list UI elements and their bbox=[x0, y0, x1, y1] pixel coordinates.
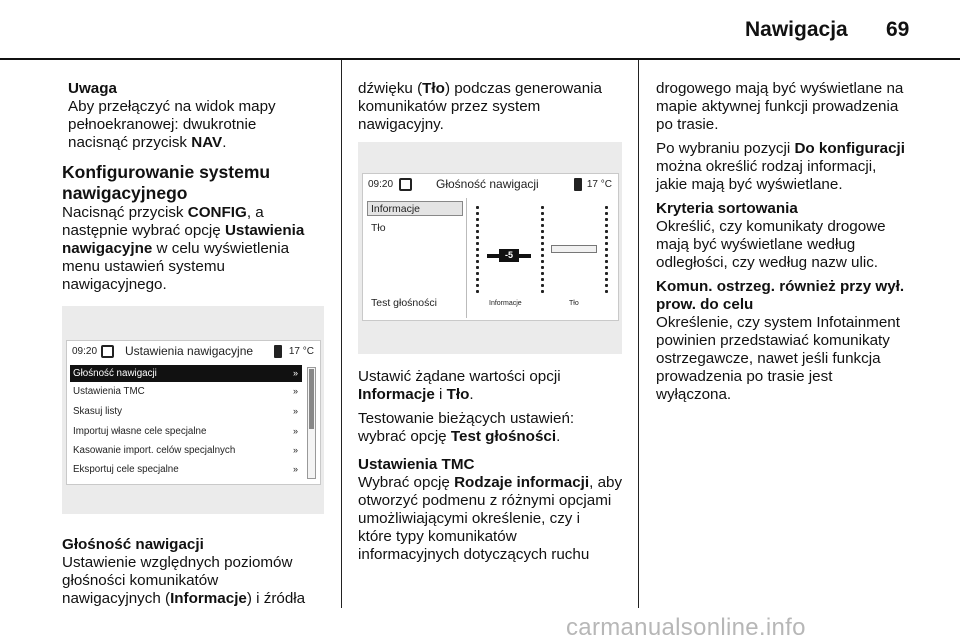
screen-status-bar bbox=[363, 174, 618, 196]
body-text: Nacisnąć przycisk CONFIG, a bbox=[62, 204, 264, 221]
body-text: powinien przedstawiać komunikaty bbox=[656, 332, 890, 349]
column-1-lower bbox=[62, 536, 332, 608]
body-text: wyłączona. bbox=[656, 386, 732, 403]
scrollbar[interactable] bbox=[307, 367, 316, 479]
menu-item-volume[interactable]: Głośność nawigacji » bbox=[70, 365, 302, 382]
phone-icon bbox=[274, 345, 282, 358]
sub-heading: Kryteria sortowania bbox=[656, 200, 798, 217]
clock: 09:20 bbox=[72, 346, 98, 357]
body-text: nawigacyjne w celu wyświetlenia bbox=[62, 240, 290, 257]
column-1 bbox=[62, 80, 332, 294]
volume-slider-handle[interactable]: -5 bbox=[499, 249, 519, 262]
settings-screen bbox=[66, 340, 321, 485]
temperature: 17 °C bbox=[288, 346, 314, 357]
body-text: jakie mają być wyświetlane. bbox=[656, 176, 843, 193]
screenshot-frame bbox=[358, 142, 622, 354]
column-divider bbox=[638, 60, 639, 608]
screen-title: Ustawienia nawigacyjne bbox=[125, 344, 254, 358]
chevron-right-icon: » bbox=[292, 368, 298, 378]
body-text: głośności komunikatów bbox=[62, 572, 219, 589]
section-heading: Konfigurowanie systemu bbox=[62, 162, 271, 182]
sub-heading: prow. do celu bbox=[656, 296, 754, 313]
note-line: pełnoekranowej: dwukrotnie bbox=[68, 116, 257, 133]
menu-item-export-poi[interactable]: Eksportuj cele specjalne » bbox=[70, 461, 302, 478]
body-text: Ustawić żądane wartości opcji bbox=[358, 368, 561, 385]
column-3 bbox=[656, 80, 946, 404]
sub-heading: Komun. ostrzeg. również przy wył. bbox=[656, 278, 905, 295]
body-text: nawigacyjnych (Informacje) i źródła bbox=[62, 590, 306, 607]
menu-item-tmc[interactable]: Ustawienia TMC » bbox=[70, 383, 302, 400]
body-text: Po wybraniu pozycji Do konfiguracji bbox=[656, 140, 905, 157]
chevron-right-icon: » bbox=[292, 426, 298, 436]
chevron-right-icon: » bbox=[292, 406, 298, 416]
body-text: Testowanie bieżących ustawień: bbox=[358, 410, 575, 427]
body-text: Określenie, czy system Infotainment bbox=[656, 314, 900, 331]
body-text: drogowego mają być wyświetlane na bbox=[656, 80, 904, 97]
body-text: mapie aktywnej funkcji prowadzenia bbox=[656, 98, 899, 115]
body-text: nawigacyjnego. bbox=[62, 276, 167, 293]
chevron-right-icon: » bbox=[292, 386, 298, 396]
page-number: 69 bbox=[886, 18, 910, 41]
column-2-lower bbox=[358, 368, 630, 564]
menu-item-delete-poi[interactable]: Kasowanie import. celów specjalnych » bbox=[70, 442, 302, 459]
body-text: nawigacyjny. bbox=[358, 116, 444, 133]
volume-scale bbox=[541, 206, 544, 296]
body-text: dźwięku (Tło) podczas generowania bbox=[358, 80, 602, 97]
chevron-right-icon: » bbox=[292, 445, 298, 455]
header-rule bbox=[0, 58, 960, 60]
note-line: Aby przełączyć na widok mapy bbox=[68, 98, 276, 115]
body-text: Określić, czy komunikaty drogowe bbox=[656, 218, 886, 235]
menu-item-import-poi[interactable]: Importuj własne cele specjalne » bbox=[70, 423, 302, 440]
note-title: Uwaga bbox=[68, 80, 117, 97]
navigation-icon bbox=[399, 178, 412, 191]
screenshot-frame bbox=[62, 306, 324, 514]
body-text: odległości, czy według nazw ulic. bbox=[656, 254, 879, 271]
slider-label-tlo: Tło bbox=[569, 300, 579, 307]
body-text: Informacje i Tło. bbox=[358, 386, 474, 403]
background-slider-track[interactable] bbox=[551, 245, 597, 253]
page-header-title: Nawigacja bbox=[745, 18, 848, 41]
sub-heading: Głośność nawigacji bbox=[62, 536, 204, 553]
phone-icon bbox=[574, 178, 582, 191]
slider-label-informacje: Informacje bbox=[489, 300, 522, 307]
body-text: komunikatów przez system bbox=[358, 98, 541, 115]
volume-screen bbox=[362, 173, 619, 321]
volume-scale bbox=[476, 206, 479, 296]
screen-status-bar bbox=[67, 341, 320, 363]
panel-divider bbox=[466, 198, 467, 318]
body-text: otworzyć podmenu z różnymi opcjami bbox=[358, 492, 612, 509]
body-text: mają być wyświetlane według bbox=[656, 236, 856, 253]
note-box bbox=[62, 80, 332, 152]
watermark: carmanualsonline.info bbox=[566, 614, 806, 641]
note-line: nacisnąć przycisk NAV. bbox=[68, 134, 227, 151]
clock: 09:20 bbox=[368, 179, 394, 190]
section-heading: nawigacyjnego bbox=[62, 183, 188, 203]
screen-title: Głośność nawigacji bbox=[436, 177, 539, 191]
sub-heading: Ustawienia TMC bbox=[358, 456, 475, 473]
body-text: prowadzenia po trasie jest bbox=[656, 368, 833, 385]
column-divider bbox=[341, 60, 342, 608]
body-text: Wybrać opcję Rodzaje informacji, aby bbox=[358, 474, 623, 491]
body-text: Ustawienie względnych poziomów bbox=[62, 554, 293, 571]
option-test-volume[interactable]: Test głośności bbox=[371, 297, 437, 309]
temperature: 17 °C bbox=[586, 179, 612, 190]
volume-scale bbox=[605, 206, 608, 296]
body-text: umożliwiającymi określenie, czy i bbox=[358, 510, 580, 527]
body-text: następnie wybrać opcję Ustawienia bbox=[62, 222, 305, 239]
menu-item-clear-lists[interactable]: Skasuj listy » bbox=[70, 403, 302, 420]
body-text: informacyjnych dotyczących ruchu bbox=[358, 546, 590, 563]
body-text: wybrać opcję Test głośności. bbox=[358, 428, 561, 445]
body-text: można określić rodzaj informacji, bbox=[656, 158, 877, 175]
navigation-icon bbox=[101, 345, 114, 358]
body-text: ostrzegawcze, nawet jeśli funkcja bbox=[656, 350, 881, 367]
body-text: menu ustawień systemu bbox=[62, 258, 225, 275]
option-tlo[interactable]: Tło bbox=[371, 222, 386, 234]
chevron-right-icon: » bbox=[292, 464, 298, 474]
option-informacje[interactable]: Informacje bbox=[367, 201, 463, 216]
body-text: które typy komunikatów bbox=[358, 528, 517, 545]
column-2 bbox=[358, 80, 630, 134]
body-text: po trasie. bbox=[656, 116, 719, 133]
scrollbar-thumb[interactable] bbox=[309, 369, 314, 429]
